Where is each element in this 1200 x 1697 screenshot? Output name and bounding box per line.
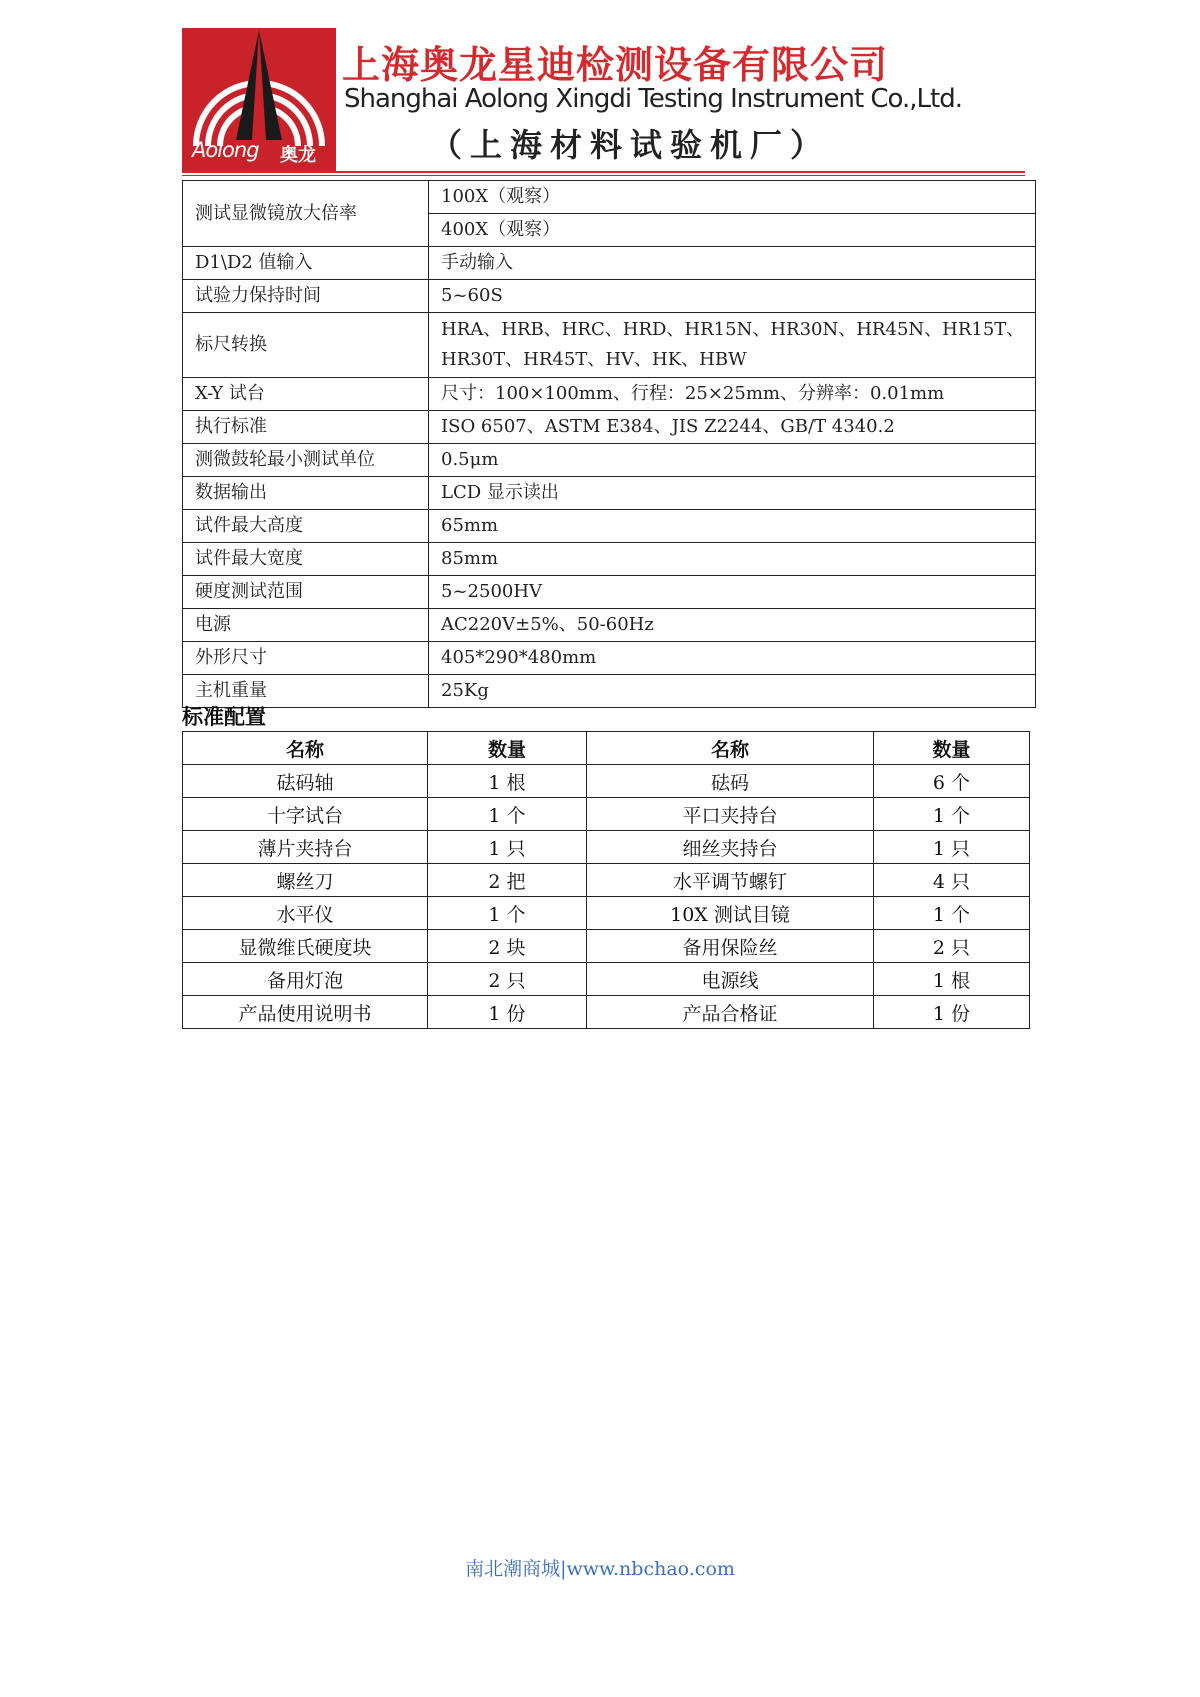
table-header-row (183, 732, 1030, 765)
table-row (183, 930, 1030, 963)
spec-value: LCD 显示读出 (429, 477, 1036, 510)
table-row (183, 963, 1030, 996)
column-header: 数量 (428, 732, 587, 765)
item-quantity-cell: 6 个 (874, 765, 1030, 798)
header-divider (182, 171, 1025, 173)
spec-value: ISO 6507、ASTM E384、JIS Z2244、GB/T 4340.2 (429, 411, 1036, 444)
item-quantity-cell: 1 根 (428, 765, 587, 798)
item-name-cell: 砝码 (587, 765, 874, 798)
item-quantity-cell: 1 个 (428, 897, 587, 930)
item-name-cell: 薄片夹持台 (183, 831, 428, 864)
table-row (183, 609, 1036, 642)
header-divider-thin (182, 175, 1025, 176)
item-quantity-cell: 1 个 (874, 798, 1030, 831)
spec-label: X-Y 试台 (183, 378, 429, 411)
logo-text-en: Aolong (192, 138, 259, 162)
spec-label: 标尺转换 (183, 313, 429, 378)
table-row (183, 313, 1036, 378)
spec-label: 试件最大高度 (183, 510, 429, 543)
table-row (183, 765, 1030, 798)
config-table (182, 731, 1030, 1029)
item-quantity-cell: 2 把 (428, 864, 587, 897)
item-quantity-cell: 1 根 (874, 963, 1030, 996)
item-quantity-cell: 2 块 (428, 930, 587, 963)
section-title: 标准配置 (182, 705, 266, 729)
table-row (183, 864, 1030, 897)
column-header: 数量 (874, 732, 1030, 765)
spec-label: 数据输出 (183, 477, 429, 510)
item-quantity-cell: 2 只 (428, 963, 587, 996)
spec-value: 5~60S (429, 280, 1036, 313)
company-logo (182, 28, 336, 171)
item-name-cell: 砝码轴 (183, 765, 428, 798)
item-quantity-cell: 1 只 (428, 831, 587, 864)
table-row (183, 576, 1036, 609)
item-quantity-cell: 1 份 (874, 996, 1030, 1029)
table-row (183, 510, 1036, 543)
column-header: 名称 (183, 732, 428, 765)
item-name-cell: 细丝夹持台 (587, 831, 874, 864)
item-name-cell: 水平仪 (183, 897, 428, 930)
item-name-cell: 水平调节螺钉 (587, 864, 874, 897)
spec-table (182, 180, 1036, 708)
factory-name: （上海材料试验机厂） (430, 126, 831, 164)
spec-value: 尺寸：100×100mm、行程：25×25mm、分辨率：0.01mm (429, 378, 1036, 411)
spec-value: 65mm (429, 510, 1036, 543)
item-quantity-cell: 2 只 (874, 930, 1030, 963)
table-row (183, 411, 1036, 444)
page-header (182, 28, 1027, 178)
item-quantity-cell: 1 个 (428, 798, 587, 831)
spec-value: 85mm (429, 543, 1036, 576)
table-row (183, 181, 1036, 214)
spec-label: 外形尺寸 (183, 642, 429, 675)
spec-label: 执行标准 (183, 411, 429, 444)
table-row (183, 798, 1030, 831)
spec-value: 100X（观察） (429, 181, 1036, 214)
spec-label: 主机重量 (183, 675, 429, 708)
table-row (183, 543, 1036, 576)
spec-label: 电源 (183, 609, 429, 642)
item-name-cell: 显微维氏硬度块 (183, 930, 428, 963)
column-header: 名称 (587, 732, 874, 765)
spec-value: 400X（观察） (429, 214, 1036, 247)
item-name-cell: 产品合格证 (587, 996, 874, 1029)
spec-label: 试验力保持时间 (183, 280, 429, 313)
item-quantity-cell: 4 只 (874, 864, 1030, 897)
item-name-cell: 螺丝刀 (183, 864, 428, 897)
company-name-en: Shanghai Aolong Xingdi Testing Instrument Co.,Ltd. (344, 84, 962, 114)
spec-label: D1\D2 值输入 (183, 247, 429, 280)
table-row (183, 996, 1030, 1029)
item-name-cell: 平口夹持台 (587, 798, 874, 831)
table-row (183, 280, 1036, 313)
spec-value: AC220V±5%、50-60Hz (429, 609, 1036, 642)
spec-value: 5~2500HV (429, 576, 1036, 609)
spec-value: 405*290*480mm (429, 642, 1036, 675)
table-row (183, 897, 1030, 930)
table-row (183, 247, 1036, 280)
logo-text-cn: 奥龙 (280, 145, 316, 166)
item-name-cell: 电源线 (587, 963, 874, 996)
item-quantity-cell: 1 只 (874, 831, 1030, 864)
item-name-cell: 备用保险丝 (587, 930, 874, 963)
spec-label: 试件最大宽度 (183, 543, 429, 576)
item-quantity-cell: 1 个 (874, 897, 1030, 930)
spec-label: 测试显微镜放大倍率 (183, 181, 429, 247)
item-name-cell: 10X 测试目镜 (587, 897, 874, 930)
spec-value: 手动输入 (429, 247, 1036, 280)
company-name-cn: 上海奥龙星迪检测设备有限公司 (342, 43, 889, 87)
item-quantity-cell: 1 份 (428, 996, 587, 1029)
item-name-cell: 十字试台 (183, 798, 428, 831)
spec-value: 25Kg (429, 675, 1036, 708)
table-row (183, 831, 1030, 864)
spec-label: 硬度测试范围 (183, 576, 429, 609)
table-row (183, 444, 1036, 477)
spec-value: 0.5μm (429, 444, 1036, 477)
table-row (183, 642, 1036, 675)
table-row (183, 675, 1036, 708)
item-name-cell: 产品使用说明书 (183, 996, 428, 1029)
item-name-cell: 备用灯泡 (183, 963, 428, 996)
footer-link[interactable]: 南北潮商城|www.nbchao.com (465, 1558, 735, 1580)
spec-value: HRA、HRB、HRC、HRD、HR15N、HR30N、HR45N、HR15T、HR30T、HR45T、HV、HK、HBW (429, 313, 1036, 378)
table-row (183, 477, 1036, 510)
table-row (183, 378, 1036, 411)
spec-label: 测微鼓轮最小测试单位 (183, 444, 429, 477)
